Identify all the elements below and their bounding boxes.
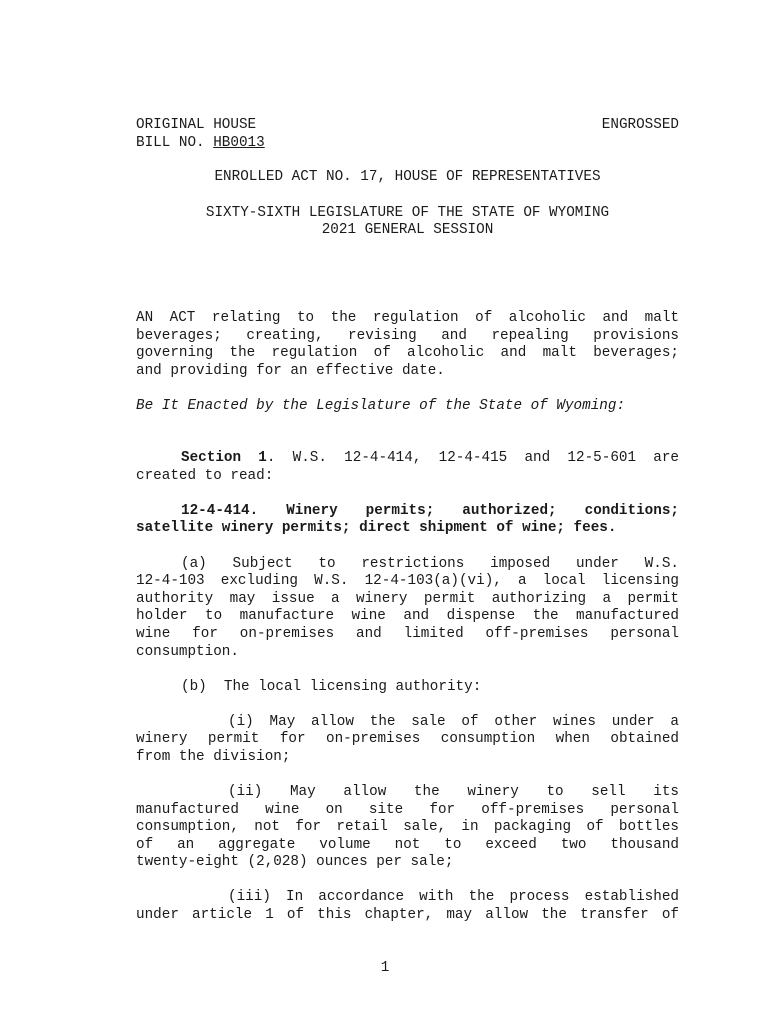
paragraph-i-line: winery permit for on-premises consumption when obtained [136, 731, 679, 747]
paragraph-i-line: (i) May allow the sale of other wines under a [228, 714, 679, 730]
section-heading: 12-4-414. Winery permits; authorized; conditions; [181, 503, 679, 519]
section-heading: satellite winery permits; direct shipment of wine; fees. [136, 520, 617, 536]
paragraph-a-line: (a) Subject to restrictions imposed under W.S. [181, 556, 679, 572]
bill-number-prefix: BILL NO. [136, 135, 214, 151]
paragraph-a-line: holder to manufacture wine and dispense the manufactured [136, 608, 679, 624]
section-label: Section 1 [181, 450, 267, 466]
paragraph-i-line: from the division; [136, 749, 291, 765]
paragraph-ii-line: of an aggregate volume not to exceed two thousand [136, 837, 679, 853]
act-title-line: governing the regulation of alcoholic and malt beverages; [136, 345, 679, 361]
session-title: 2021 GENERAL SESSION [321, 222, 494, 238]
paragraph-ii-line: twenty-eight (2,028) ounces per sale; [136, 854, 454, 870]
engrossed-label: ENGROSSED [601, 117, 679, 133]
paragraph-a-line: wine for on-premises and limited off-premises personal [136, 626, 679, 642]
paragraph-a-line: authority may issue a winery permit authorizing a permit [136, 591, 679, 607]
section-1-line: Section 1. W.S. 12-4-414, 12-4-415 and 12-5-601 are [181, 450, 680, 466]
paragraph-a-line: consumption. [136, 644, 239, 660]
bill-number-line [136, 135, 679, 153]
paragraph-ii-line: manufactured wine on site for off-premises personal [136, 802, 679, 818]
section-1-line: created to read: [136, 468, 274, 484]
act-title-line: and providing for an effective date. [136, 363, 445, 379]
enrolled-act-title: ENROLLED ACT NO. 17, HOUSE OF REPRESENTATIVES [214, 169, 601, 185]
paragraph-a-line: 12-4-103 excluding W.S. 12-4-103(a)(vi), a local licensing [136, 573, 679, 589]
paragraph-iii-line: under article 1 of this chapter, may allow the transfer of [136, 907, 679, 923]
bill-number: HB0013 [213, 135, 265, 151]
enacting-clause: Be It Enacted by the Legislature of the State of Wyoming: [136, 398, 626, 414]
page-number: 1 [380, 960, 390, 976]
paragraph-iii-line: (iii) In accordance with the process established [228, 889, 679, 905]
legislature-title: SIXTY-SIXTH LEGISLATURE OF THE STATE OF WYOMING [205, 205, 610, 221]
act-title-line: beverages; creating, revising and repealing provisions [136, 328, 679, 344]
act-title-line: AN ACT relating to the regulation of alcoholic and malt [136, 310, 679, 326]
paragraph-ii-line: consumption, not for retail sale, in packaging of bottles [136, 819, 679, 835]
original-house-label: ORIGINAL HOUSE [136, 117, 257, 133]
paragraph-b: (b) The local licensing authority: [181, 679, 482, 695]
paragraph-ii-line: (ii) May allow the winery to sell its [228, 784, 679, 800]
